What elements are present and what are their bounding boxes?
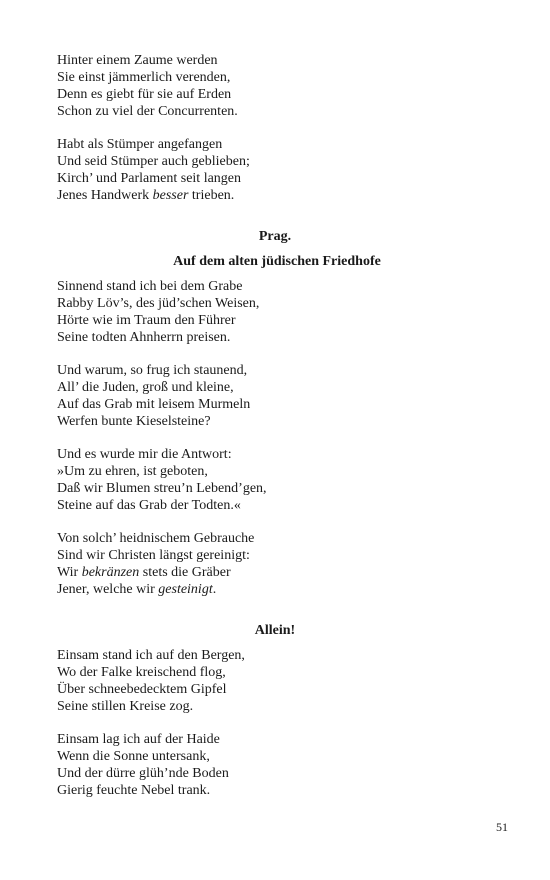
poem-title: Auf dem alten jüdischen Friedhofe (173, 254, 381, 269)
verse-line: Einsam lag ich auf der Haide (57, 732, 220, 747)
section-heading-allein: Allein! (254, 623, 296, 638)
verse-line: Und seid Stümper auch geblieben; (57, 154, 250, 169)
stanza-4 (57, 362, 497, 430)
verse-line: Denn es giebt für sie auf Erden (57, 87, 232, 102)
verse-line: Hörte wie im Traum den Führer (57, 313, 236, 328)
verse-line: »Um zu ehren, ist geboten, (57, 464, 208, 479)
verse-line: Rabby Löv’s, des jüd’schen Weisen, (57, 296, 260, 311)
verse-line: Einsam stand ich auf den Bergen, (57, 648, 245, 663)
verse-line: Sind wir Christen längst gereinigt: (57, 548, 250, 563)
verse-line: Auf das Grab mit leisem Murmeln (57, 397, 251, 412)
verse-line: Über schneebedecktem Gipfel (57, 682, 227, 697)
verse-line: Hinter einem Zaume werden (57, 53, 218, 68)
verse-line: Habt als Stümper angefangen (57, 137, 223, 152)
verse-line: Und es wurde mir die Antwort: (57, 447, 232, 462)
verse-line: Sinnend stand ich bei dem Grabe (57, 279, 243, 294)
verse-line: All’ die Juden, groß und kleine, (57, 380, 234, 395)
verse-text: Wir (57, 565, 82, 580)
verse-line (57, 581, 497, 598)
section-heading-prag: Prag. (258, 229, 292, 244)
verse-line: Wenn die Sonne untersank, (57, 749, 210, 764)
verse-line: Steine auf das Grab der Todten.« (57, 498, 241, 513)
emphasized-word: bekränzen (81, 565, 140, 580)
verse-line: Schon zu viel der Concurrenten. (57, 104, 238, 119)
verse-text: Jener, welche wir (57, 582, 159, 597)
verse-line: Werfen bunte Kieselsteine? (57, 414, 211, 429)
stanza-8 (57, 731, 497, 799)
stanza-7 (57, 647, 497, 715)
stanza-3 (57, 278, 497, 346)
verse-text: stets die Gräber (139, 565, 231, 580)
emphasized-word: gesteinigt (158, 582, 213, 597)
stanza-5 (57, 446, 497, 514)
stanza-6 (57, 530, 497, 598)
verse-line: Daß wir Blumen streu’n Lebend’gen, (57, 481, 267, 496)
verse-line: Gierig feuchte Nebel trank. (57, 783, 211, 798)
verse-line: Wo der Falke kreischend flog, (57, 665, 226, 680)
verse-line (57, 187, 497, 204)
verse-line: Und warum, so frug ich staunend, (57, 363, 248, 378)
verse-line: Seine todten Ahnherrn preisen. (57, 330, 231, 345)
emphasized-word: besser (152, 188, 189, 203)
verse-line: Kirch’ und Parlament seit langen (57, 171, 242, 186)
page-number: 51 (496, 820, 508, 834)
verse-line: Seine stillen Kreise zog. (57, 699, 194, 714)
stanza-2 (57, 136, 497, 204)
stanza-1 (57, 52, 497, 120)
verse-text: trieben. (188, 188, 235, 203)
verse-line: Sie einst jämmerlich verenden, (57, 70, 231, 85)
verse-line (57, 564, 497, 581)
verse-text: . (212, 582, 217, 597)
verse-line: Von solch’ heidnischem Gebrauche (57, 531, 255, 546)
verse-text: Jenes Handwerk (57, 188, 153, 203)
verse-line: Und der dürre glüh’nde Boden (57, 766, 229, 781)
